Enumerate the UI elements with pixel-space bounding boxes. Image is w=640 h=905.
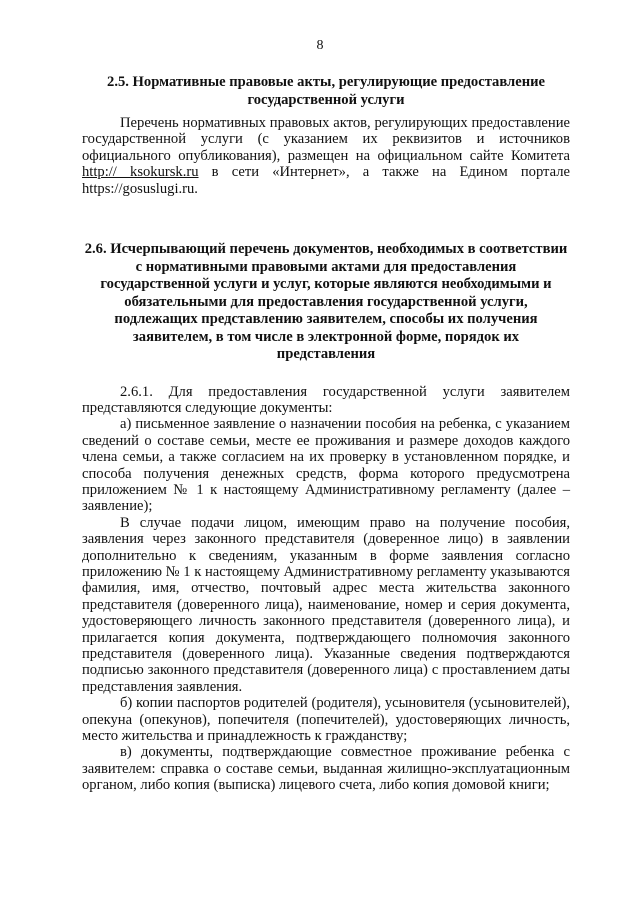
paragraph-item-a: а) письменное заявление о назначении пособия на ребенка, с указанием сведений о составе семьи, месте ее проживания и размере доходов каждого члена семьи, а также согласием на их проверку в установленном порядке, и способа получения денежных средств, форма которого предусмотрена приложением № 1 к настоящему Административному регламенту (далее – заявление); — [82, 416, 570, 515]
paragraph-item-b: б) копии паспортов родителей (родителя), усыновителя (усыновителей), опекуна (опекунов), попечителя (попечителей), удостоверяющих личность, место жительства и принадлежность к гражданству; — [82, 695, 570, 745]
paragraph-item-v: в) документы, подтверждающие совместное проживание ребенка с заявителем: справка о составе семьи, выданная жилищно-эксплуатационным органом, либо копия (выписка) лицевого счета, либо копия домовой книги; — [82, 744, 570, 794]
document-body — [82, 74, 570, 794]
section-2-5-paragraph — [82, 115, 570, 197]
committee-website-link[interactable]: http:// ksokursk.ru — [82, 164, 199, 181]
paragraph-text: Перечень нормативных правовых актов, регулирующих предоставление государственной услуги (с указанием их реквизитов и источников официального опубликования), размещен на официальном сайте Комитета — [82, 115, 570, 164]
paragraph-2-6-1: 2.6.1. Для предоставления государственной услуги заявителем представляются следующие документы: — [82, 383, 570, 416]
section-heading-2-6: 2.6. Исчерпывающий перечень документов, необходимых в соответствии с нормативными правовыми актами для предоставления государственной услуги и услуг, которые являются необходимыми и обязательными для предоставления государственной услуги, подлежащих представлению заявителем, способы их получения заявителем, в том числе в электронной форме, порядок их представления — [84, 241, 568, 363]
section-heading-2-5: 2.5. Нормативные правовые акты, регулирующие предоставление государственной услуги — [107, 74, 545, 108]
paragraph-representative: В случае подачи лицом, имеющим право на получение пособия, заявления через законного представителя (доверенное лицо) в заявлении дополнительно к сведениям, указанным в форме заявления согласно приложению № 1 к настоящему Административному регламенту указываются фамилия, имя, отчество, почтовый адрес места жительства законного представителя (доверенного лица), наименование, номер и серия документа, удостоверяющего личность законного представителя (доверенного лица), и прилагается копия документа, подтверждающего полномочия законного представителя (доверенного лица). Указанные сведения подтверждаются подписью законного представителя (доверенного лица) с проставлением даты представления заявления. — [82, 514, 570, 695]
page-number: 8 — [316, 38, 324, 53]
paragraph-text: в сети «Интернет», а также на Едином портале https://gosuslugi.ru. — [82, 164, 570, 197]
